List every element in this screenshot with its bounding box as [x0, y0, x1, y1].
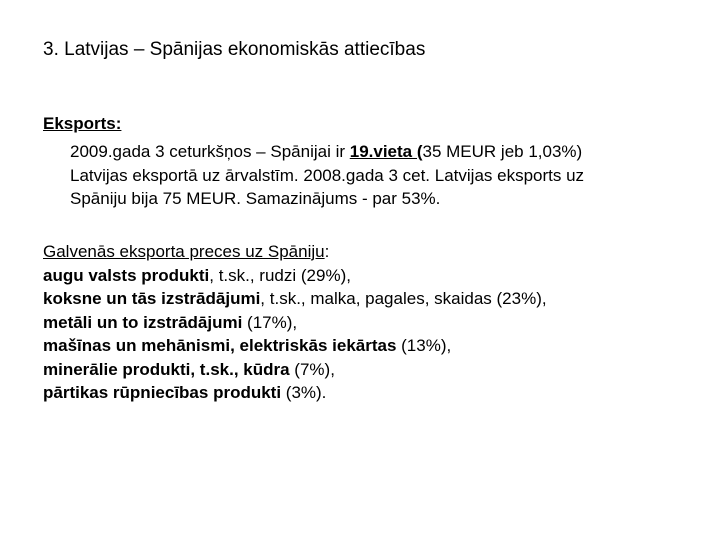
goods-heading-colon: : — [324, 242, 330, 261]
goods-item-detail: (3%). — [281, 383, 327, 402]
goods-item-detail: (13%), — [396, 336, 452, 355]
goods-heading: Galvenās eksporta preces uz Spāniju — [43, 242, 325, 261]
goods-item — [43, 358, 703, 382]
export-rank-highlight: 19.vieta ( — [349, 142, 423, 161]
goods-item-detail: , t.sk., rudzi (29%), — [209, 265, 351, 285]
goods-item-name: pārtikas rūpniecības produkti — [43, 383, 282, 402]
goods-item — [43, 334, 703, 358]
export-line-1-pre: 2009.gada 3 ceturkšņos – Spānijai ir — [70, 142, 350, 161]
goods-item — [43, 381, 703, 405]
export-line-1 — [70, 140, 700, 164]
goods-item-name: metāli un to izstrādājumi — [43, 312, 243, 332]
export-line-1-post: 35 MEUR jeb 1,03%) — [422, 142, 583, 161]
export-heading: Eksports: — [43, 114, 122, 133]
export-line-3: Spāniju bija 75 MEUR. Samazinājums - par 53%. — [70, 189, 441, 208]
goods-item — [43, 311, 703, 335]
slide-title: 3. Latvijas – Spānijas ekonomiskās attiecības — [43, 39, 426, 60]
goods-item-detail: (17%), — [242, 312, 298, 332]
export-line-2: Latvijas eksportā uz ārvalstīm. 2008.gada 3 cet. Latvijas eksports uz — [70, 165, 585, 185]
goods-heading-row — [43, 240, 703, 264]
goods-item — [43, 264, 703, 288]
goods-item-name: augu valsts produkti — [43, 265, 210, 285]
goods-item — [43, 287, 703, 311]
export-paragraph — [70, 140, 700, 211]
goods-item-detail: , t.sk., malka, pagales, skaidas (23%), — [260, 289, 547, 308]
goods-item-name: minerālie produkti, t.sk., kūdra — [43, 359, 290, 379]
export-goods-list — [43, 240, 703, 405]
goods-item-name: mašīnas un mehānismi, elektriskās iekārtas — [43, 336, 397, 355]
goods-item-detail: (7%), — [289, 359, 335, 379]
goods-item-name: koksne un tās izstrādājumi — [43, 289, 261, 308]
